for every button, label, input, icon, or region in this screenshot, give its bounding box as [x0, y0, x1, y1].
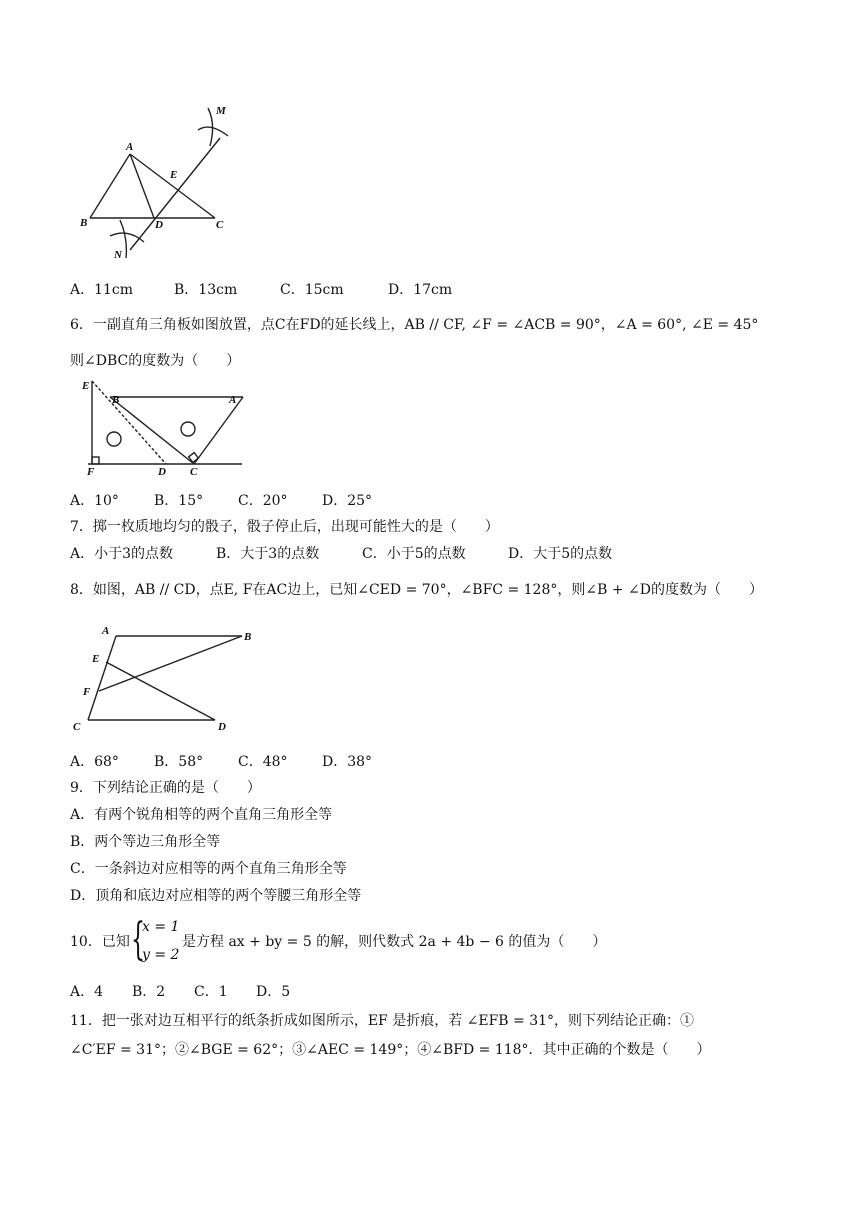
q9-option-c: C．一条斜边对应相等的两个直角三角形全等 — [70, 861, 347, 877]
q6-label-c: C — [190, 466, 198, 478]
q6-option-d: D．25° — [322, 493, 373, 509]
q5-label-b: B — [80, 217, 88, 229]
q5-option-a: A．11cm — [70, 282, 134, 298]
q8-options — [70, 752, 372, 772]
q7-option-a: A．小于3的点数 — [70, 546, 174, 562]
q7-stem: 7．掷一枚质地均匀的骰子，骰子停止后，出现可能性大的是（ ） — [70, 519, 499, 535]
q10-option-d: D．5 — [256, 984, 291, 1000]
q6-stem-line2: 则∠DBC的度数为（ ） — [70, 353, 241, 369]
q11-stem-line2: ∠C′EF = 31°；②∠BGE = 62°；③∠AEC = 149°；④∠BFD = 118°．其中正确的个数是（ ） — [70, 1042, 711, 1058]
q10-prefix: 10．已知 — [70, 934, 130, 950]
q6-options — [70, 491, 372, 511]
q7-option-c: C．小于5的点数 — [362, 546, 466, 562]
q8-option-b: B．58° — [154, 754, 204, 770]
q6-label-e: E — [82, 380, 90, 392]
q6-label-b: B — [112, 394, 120, 406]
q9-option-b: B．两个等边三角形全等 — [70, 834, 221, 850]
q5-figure — [70, 100, 250, 265]
q8-stem: 8．如图，AB // CD，点E, F在AC边上，已知∠CED = 70°，∠BFC = 128°，则∠B + ∠D的度数为（ ） — [70, 582, 763, 598]
q8-label-a: A — [102, 625, 110, 637]
q8-option-d: D．38° — [322, 754, 373, 770]
q6-stem-line1: 6．一副直角三角板如图放置，点C在FD的延长线上，AB // CF, ∠F = ∠ACB = 90°，∠A = 60°, ∠E = 45° — [70, 317, 759, 333]
q8-label-c: C — [73, 721, 81, 733]
q9-stem: 9．下列结论正确的是（ ） — [70, 780, 261, 796]
q7-options — [70, 544, 612, 564]
q8-figure — [70, 620, 270, 738]
q6-label-d: D — [158, 466, 166, 478]
q5-label-m: M — [216, 105, 226, 117]
q7-option-b: B．大于3的点数 — [216, 546, 320, 562]
q10-option-a: A．4 — [70, 984, 104, 1000]
q11-stem-line1: 11．把一张对边互相平行的纸条折成如图所示，EF 是折痕，若 ∠EFB = 31°，则下列结论正确：① — [70, 1013, 695, 1029]
q5-label-e: E — [170, 169, 178, 181]
q7-option-d: D．大于5的点数 — [508, 546, 613, 562]
q5-label-d: D — [155, 219, 163, 231]
q5-label-c: C — [216, 219, 224, 231]
q5-label-n: N — [114, 249, 122, 261]
q10-option-c: C．1 — [194, 984, 228, 1000]
q8-label-d: D — [218, 721, 226, 733]
q8-label-f: F — [83, 686, 91, 698]
q6-figure — [70, 375, 250, 480]
q10-suffix: 是方程 ax + by = 5 的解，则代数式 2a + 4b − 6 的值为（ ） — [182, 934, 607, 950]
q6-option-b: B．15° — [154, 493, 204, 509]
q6-option-a: A．10° — [70, 493, 119, 509]
q8-option-a: A．68° — [70, 754, 119, 770]
q5-option-b: B．13cm — [174, 282, 238, 298]
q8-label-b: B — [244, 631, 252, 643]
q10-options — [70, 982, 290, 1002]
q6-label-a: A — [229, 394, 237, 406]
q10-eq1: x = 1 — [142, 919, 180, 935]
q10-eq2: y = 2 — [142, 947, 180, 963]
q9-option-d: D．顶角和底边对应相等的两个等腰三角形全等 — [70, 888, 362, 904]
q5-label-a: A — [126, 141, 134, 153]
q5-options — [70, 280, 452, 300]
q5-option-d: D．17cm — [388, 282, 453, 298]
q6-option-c: C．20° — [238, 493, 288, 509]
q6-label-f: F — [87, 466, 95, 478]
q5-option-c: C．15cm — [280, 282, 344, 298]
q10-option-b: B．2 — [132, 984, 166, 1000]
q8-label-e: E — [92, 653, 100, 665]
q8-option-c: C．48° — [238, 754, 288, 770]
q10-brace: { — [131, 914, 145, 965]
q9-option-a: A．有两个锐角相等的两个直角三角形全等 — [70, 807, 333, 823]
